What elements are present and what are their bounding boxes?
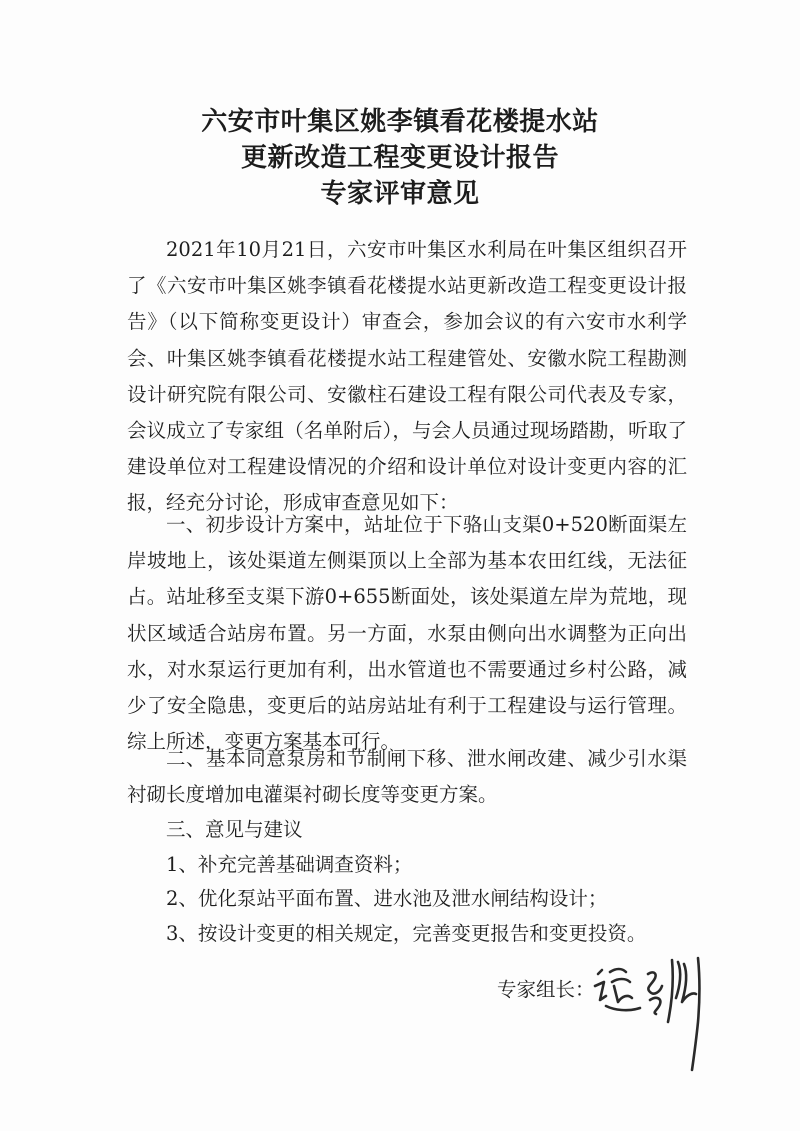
suggestion-item-3: 3、按设计变更的相关规定，完善变更报告和变更投资。 (166, 922, 647, 945)
signature-label: 专家组长： (497, 978, 595, 1001)
section-three-heading: 三、意见与建议 (166, 818, 303, 841)
title-line-1: 六安市叶集区姚李镇看花楼提水站 (201, 107, 599, 137)
intro-paragraph: 2021年10月21日，六安市叶集区水利局在叶集区组织召开了《六安市叶集区姚李镇看花楼提水站更新改造工程变更设计报告》（以下简称变更设计）审查会，参加会议的有六安市水利学会、叶集区姚李镇看花楼提水站工程建管处、安徽水院工程勘测设计研究院有限公司、安徽柱石建设工程有限公司代表及专家，会议成立了专家组（名单附后），与会人员通过现场踏勘，听取了建设单位对工程建设情况的介绍和设计单位对设计变更内容的汇报，经充分讨论，形成审查意见如下： (127, 238, 687, 515)
suggestion-item-1: 1、补充完善基础调查资料； (166, 853, 413, 876)
title-line-3: 专家评审意见 (320, 179, 480, 209)
handwritten-signature (592, 952, 722, 1072)
opinion-two-paragraph: 二、基本同意泵房和节制闸下移、泄水闸改建、减少引水渠衬砌长度增加电灌渠衬砌长度等变更方案。 (127, 747, 687, 807)
title-line-2: 更新改造工程变更设计报告 (240, 143, 559, 173)
opinion-one-paragraph: 一、初步设计方案中，站址位于下骆山支渠0+520断面渠左岸坡地上，该处渠道左侧渠顶以上全部为基本农田红线，无法征占。站址移至支渠下游0+655断面处，该处渠道左岸为荒地，现状区域适合站房布置。另一方面，水泵由侧向出水调整为正向出水，对水泵运行更加有利，出水管道也不需要通过乡村公路，减少了安全隐患，变更后的站房站址有利于工程建设与运行管理。综上所述，变更方案基本可行。 (127, 513, 687, 754)
suggestion-item-2: 2、优化泵站平面布置、进水池及泄水闸结构设计； (166, 887, 608, 910)
